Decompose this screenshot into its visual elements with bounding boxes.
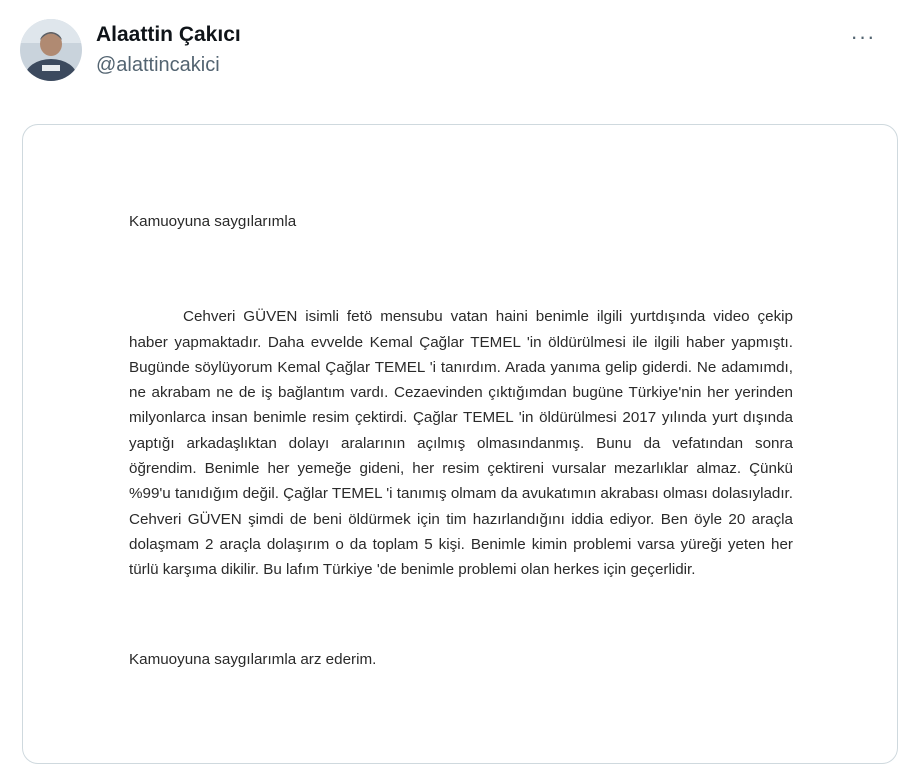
statement-document [129,209,793,672]
document-salutation: Kamuoyuna saygılarımla [129,213,297,230]
author-handle[interactable]: @alattincakici [96,54,220,76]
document-closing: Kamuoyuna saygılarımla arz ederim. [129,650,377,668]
document-body: Cehveri GÜVEN isimli fetö mensubu vatan haini benimle ilgili yurtdışında video çekip haber yapmaktadır. Daha evvelde Kemal Çağlar TEMEL 'in öldürülmesi ile ilgili haber yapmıştı. Bugünde söylüyorum Kemal Çağlar TEMEL 'i tanırdım. Arada yanıma gelip giderdi. Ne adamımdı, ne akrabam ne de iş bağlantım vardı. Cezaevinden çıktığımdan bugüne Türkiye'nin her yerinden milyonlarca insan benimle resim çektirdi. Çağlar TEMEL 'in öldürülmesi 2017 yılında yurt dışında yaptığı arkadaşlıktan dolayı aralarının açılmış olmasındanmış. Bunu da vefatından sonra öğrendim. Benimle her yemeğe gideni, her resim çektireni vursalar mezarlıklar almaz. Çünkü %99'u tanıdığım değil. Çağlar TEMEL 'i tanımış olmam da avukatımın akrabası olması dolasıyladır. Cehveri GÜVEN şimdi de beni öldürmek için tim hazırlandığını iddia ediyor. Ben öyle 20 araçla dolaşmam 2 araçla dolaşırım o da toplam 5 kişi. Benimle kimin problemi varsa yüreği yeten her türlü karşıma dikilir. Bu lafım Türkiye 'de benimle problemi olan herkes için geçerlidir. [129,308,793,579]
more-options-icon[interactable]: ··· [850,24,876,49]
avatar[interactable] [20,19,82,81]
author-names [96,22,241,78]
profile-photo-icon [20,19,82,81]
tweet-image[interactable] [22,124,898,764]
author-display-name[interactable]: Alaattin Çakıcı [96,23,241,46]
tweet-header [20,18,241,82]
